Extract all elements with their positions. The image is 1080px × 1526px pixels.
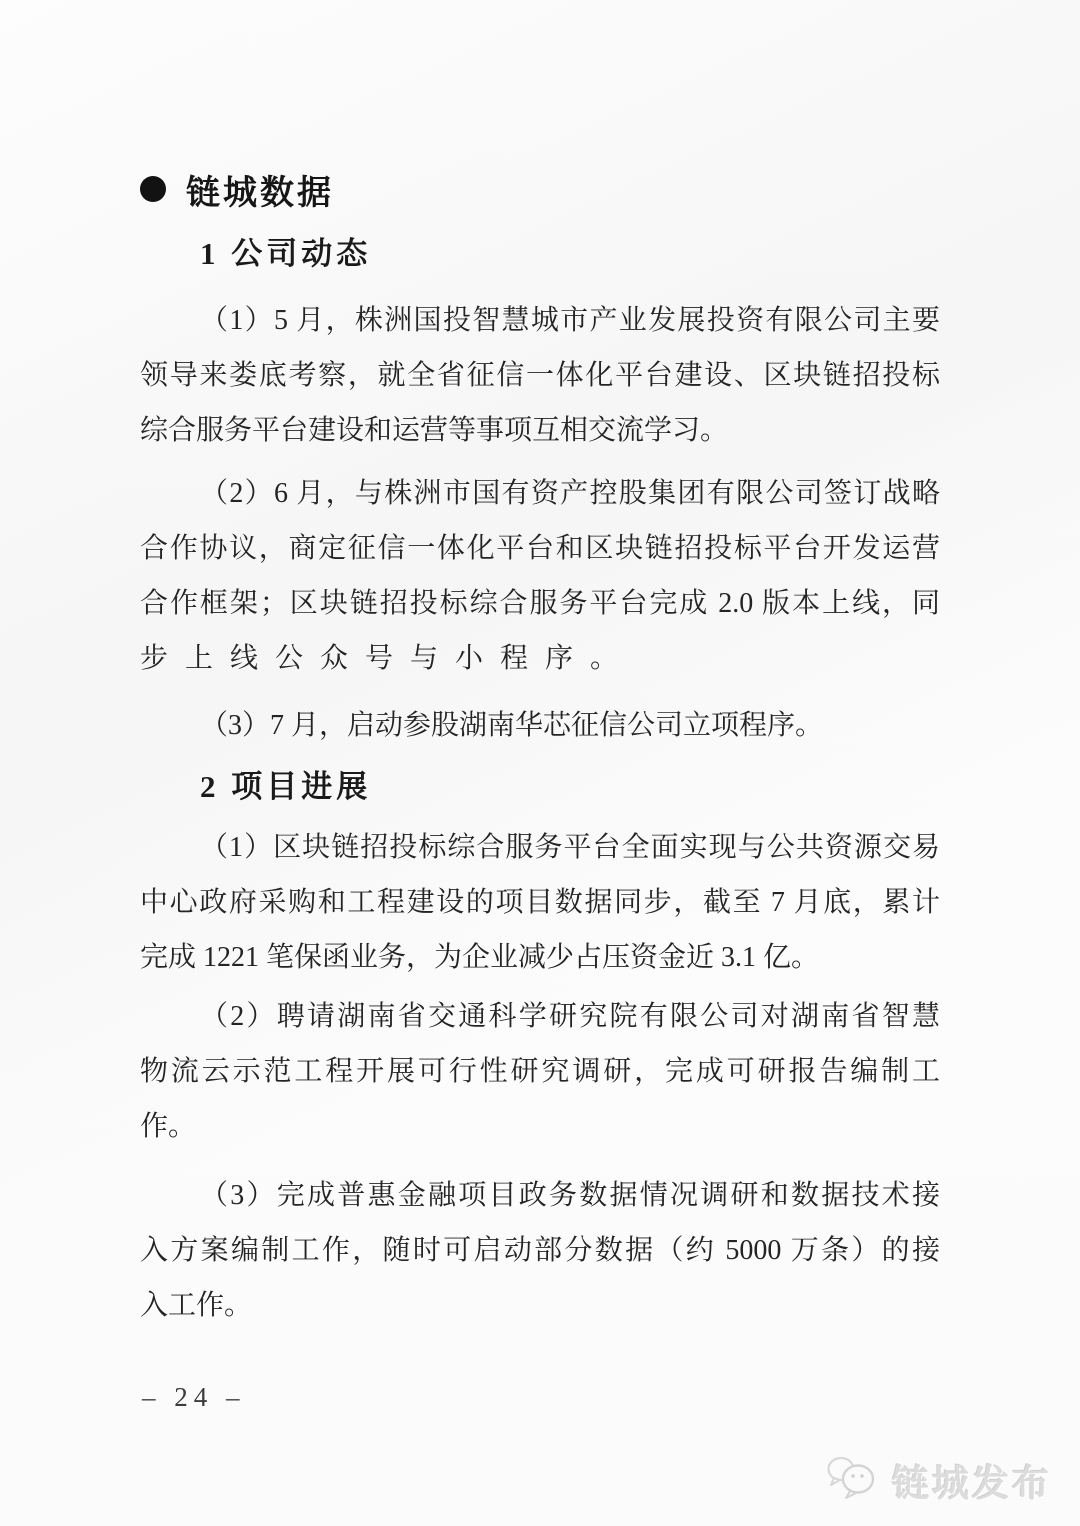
text-line: 合作框架；区块链招投标综合服务平台完成 2.0 版本上线，同 [140, 588, 940, 619]
paragraph [140, 1168, 940, 1333]
watermark [824, 1452, 1052, 1507]
paragraph [140, 820, 940, 985]
text-line: 综合服务平台建设和运营等事项互相交流学习。 [140, 415, 729, 446]
text-line: 完成 1221 笔保函业务，为企业减少占压资金近 3.1 亿。 [140, 942, 820, 973]
section-heading-project-progress: 2 项目进展 [200, 769, 372, 804]
paragraph [140, 698, 940, 753]
text-line: （1）区块链招投标综合服务平台全面实现与公共资源交易 [200, 832, 940, 863]
text-line: 步上线公众号与小程序。 [140, 643, 636, 674]
wechat-icon [824, 1452, 882, 1507]
text-line: （2）6 月，与株洲市国有资产控股集团有限公司签订战略 [200, 478, 940, 509]
text-line: 物流云示范工程开展可行性研究调研，完成可研报告编制工 [140, 1056, 940, 1087]
text-line: （1）5 月，株洲国投智慧城市产业发展投资有限公司主要 [200, 305, 940, 336]
paragraph [140, 989, 940, 1154]
page-title-label: 链城数据 [186, 173, 334, 212]
section-heading-company-news: 1 公司动态 [200, 236, 372, 271]
text-line: 入方案编制工作，随时可启动部分数据（约 5000 万条）的接 [140, 1235, 940, 1266]
document-body [140, 158, 940, 1333]
text-line: 合作协议，商定征信一体化平台和区块链招投标平台开发运营 [140, 533, 940, 564]
paragraph [140, 293, 940, 458]
text-line: （3）完成普惠金融项目政务数据情况调研和数据技术接 [200, 1180, 940, 1211]
text-line: 中心政府采购和工程建设的项目数据同步，截至 7 月底，累计 [140, 887, 940, 918]
page-title [140, 158, 940, 220]
text-line: （2）聘请湖南省交通科学研究院有限公司对湖南省智慧 [200, 1001, 940, 1032]
paragraph [140, 466, 940, 686]
watermark-label: 链城发布 [892, 1462, 1052, 1504]
text-line: （3）7 月，启动参股湖南华芯征信公司立项程序。 [200, 710, 824, 741]
text-line: 领导来娄底考察，就全省征信一体化平台建设、区块链招投标 [140, 360, 940, 391]
bullet-icon [140, 176, 166, 202]
page-number: – 24 – [142, 1382, 246, 1412]
text-line: 作。 [140, 1111, 197, 1142]
text-line: 入工作。 [140, 1290, 253, 1321]
